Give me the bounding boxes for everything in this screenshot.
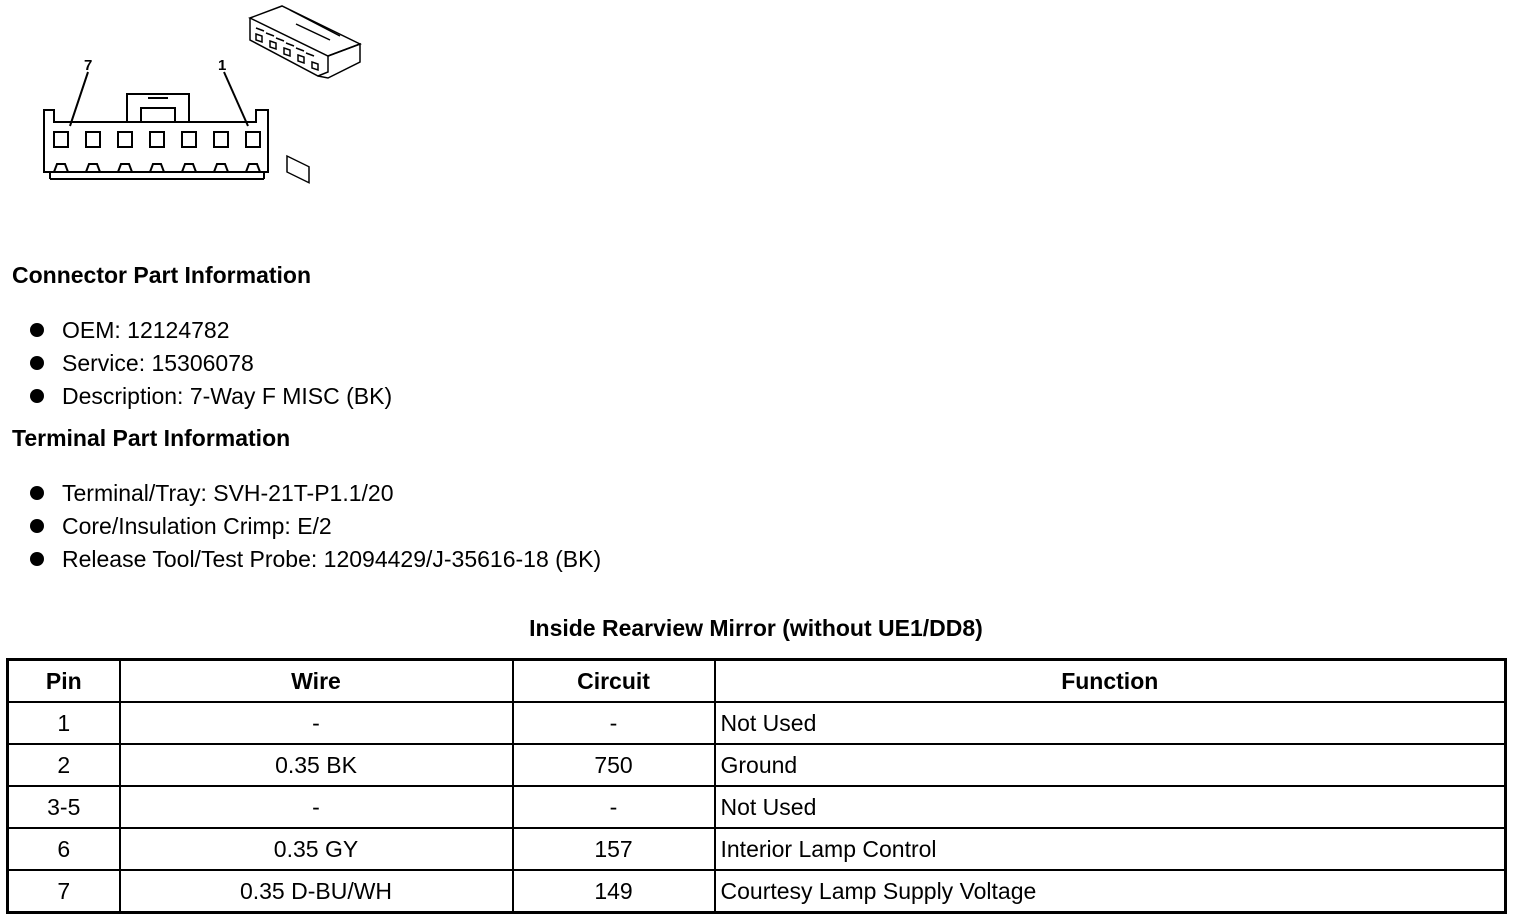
table-row [8,870,1506,913]
bullet-icon [30,356,44,370]
cell-function: Not Used [715,786,1506,828]
cell-circuit: - [513,786,715,828]
bullet-icon [30,552,44,566]
connector-part-info-list [30,314,392,413]
table-row [8,828,1506,870]
pin-7-label: 7 [84,57,93,74]
list-item [30,380,392,413]
cell-circuit: 157 [513,828,715,870]
leader-line-pin-7 [70,72,88,126]
bullet-icon [30,486,44,500]
cell-function: Not Used [715,702,1506,744]
cell-function: Courtesy Lamp Supply Voltage [715,870,1506,913]
list-item [30,314,392,347]
cell-function: Ground [715,744,1506,786]
cell-wire: 0.35 GY [120,828,513,870]
list-item [30,477,601,510]
cell-circuit: 149 [513,870,715,913]
header-circuit: Circuit [513,660,715,703]
bottom-keys [54,164,260,172]
cell-circuit: - [513,702,715,744]
connector-part-info-heading: Connector Part Information [12,262,312,288]
table-row [8,702,1506,744]
cell-pin: 1 [8,702,120,744]
cell-function: Interior Lamp Control [715,828,1506,870]
connector-isometric-view [250,6,360,183]
core-insulation-crimp: Core/Insulation Crimp: E/2 [62,513,332,539]
bullet-icon [30,323,44,337]
pin-table [6,658,1507,914]
list-item [30,347,392,380]
terminal-tray: Terminal/Tray: SVH-21T-P1.1/20 [62,480,394,506]
cell-pin: 7 [8,870,120,913]
cell-wire: 0.35 D-BU/WH [120,870,513,913]
header-pin: Pin [8,660,120,703]
table-row [8,786,1506,828]
cell-pin: 6 [8,828,120,870]
connector-diagram [0,0,380,200]
table-row [8,744,1506,786]
pin-table-title: Inside Rearview Mirror (without UE1/DD8) [529,615,983,641]
cell-circuit: 750 [513,744,715,786]
cell-wire: - [120,702,513,744]
connector-description: Description: 7-Way F MISC (BK) [62,383,393,409]
terminal-part-info-list [30,477,601,576]
service-number: Service: 15306078 [62,350,254,376]
bullet-icon [30,389,44,403]
terminal-part-info-heading: Terminal Part Information [12,425,291,451]
pin-1-label: 1 [218,57,227,74]
pin-cavities [54,132,260,147]
cell-pin: 2 [8,744,120,786]
header-wire: Wire [120,660,513,703]
cell-pin: 3-5 [8,786,120,828]
oem-number: OEM: 12124782 [62,317,230,343]
leader-line-pin-1 [224,72,248,126]
list-item [30,543,601,576]
connector-face-outline [44,110,268,172]
list-item [30,510,601,543]
header-function: Function [715,660,1506,703]
cell-wire: - [120,786,513,828]
cell-wire: 0.35 BK [120,744,513,786]
table-header-row [8,660,1506,703]
bullet-icon [30,519,44,533]
release-tool-test-probe: Release Tool/Test Probe: 12094429/J-35616-18 (BK) [62,546,602,572]
